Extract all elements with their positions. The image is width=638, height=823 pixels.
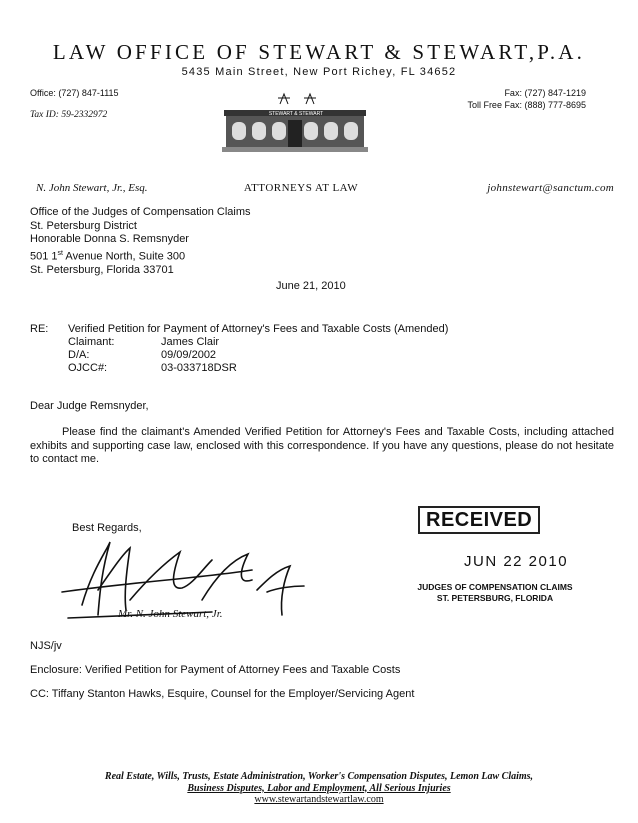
re-claimant-label: Claimant:: [68, 336, 115, 348]
re-label: RE:: [30, 323, 49, 335]
recipient-address: [30, 206, 251, 277]
stamp-line: ST. PETERSBURG, FLORIDA: [436, 593, 554, 603]
street-ordinal: st: [57, 249, 63, 257]
recipient-city: St. Petersburg, Florida 33701: [30, 263, 174, 276]
re-claimant-value: James Clair: [161, 336, 220, 348]
re-da-label: D/A:: [68, 349, 90, 361]
stamp-office: [360, 582, 630, 604]
recipient-line: Honorable Donna S. Remsnyder: [30, 233, 189, 245]
footer-line: Real Estate, Wills, Trusts, Estate Administration, Worker's Compensation Disputes, Lemon Law Claims,: [104, 771, 534, 782]
firm-address: 5435 Main Street, New Port Richey, FL 34652: [181, 66, 457, 78]
office-phone: Office: (727) 847-1115: [30, 88, 119, 98]
cc-line: CC: Tiffany Stanton Hawks, Esquire, Counsel for the Employer/Servicing Agent: [30, 688, 415, 700]
re-ojcc-value: 03-033718DSR: [161, 362, 237, 374]
tax-id: Tax ID: 59-2332972: [30, 110, 108, 120]
firm-title: LAW OFFICE OF STEWART & STEWART,P.A.: [52, 40, 586, 64]
typist-initials: NJS/jv: [30, 640, 62, 652]
attorney-name: N. John Stewart, Jr., Esq.: [36, 182, 148, 194]
street-rest: Avenue North, Suite 300: [62, 250, 186, 263]
recipient-line: Office of the Judges of Compensation Claims: [30, 206, 251, 218]
re-da-value: 09/09/2002: [161, 349, 217, 361]
building-sign-text: STEWART & STEWART: [268, 111, 324, 117]
street-number: 501 1: [30, 250, 58, 263]
enclosure-line: Enclosure: Verified Petition for Payment of Attorney Fees and Taxable Costs: [30, 664, 401, 676]
received-date: JUN 22 2010: [464, 553, 569, 570]
closing: Best Regards,: [72, 522, 142, 534]
footer-website-link[interactable]: www.stewartandstewartlaw.com: [254, 794, 384, 805]
body-paragraph: Please find the claimant's Amended Verified Petition for Attorney's Fees and Taxable Costs, including attached exhibits and supporting case law, enclosed with this correspondence. If you have any questions, please do not hesitate to contact me.: [30, 426, 614, 465]
office-building-logo: [222, 90, 368, 152]
salutation: Dear Judge Remsnyder,: [30, 400, 149, 412]
re-subject: Verified Petition for Payment of Attorney's Fees and Taxable Costs (Amended): [68, 323, 449, 335]
footer-line: Business Disputes, Labor and Employment, All Serious Injuries: [187, 782, 451, 794]
recipient-street: [30, 247, 251, 264]
recipient-line: St. Petersburg District: [30, 219, 137, 232]
stamp-line: JUDGES OF COMPENSATION CLAIMS: [417, 582, 573, 592]
signature-name: Mr. N. John Stewart, Jr.: [118, 608, 223, 620]
toll-free-fax: Toll Free Fax: (888) 777-8695: [467, 100, 586, 110]
attorneys-at-law-label: ATTORNEYS AT LAW: [243, 182, 359, 194]
re-ojcc-label: OJCC#:: [68, 362, 108, 374]
letter-date: June 21, 2010: [276, 280, 346, 292]
received-stamp: RECEIVED: [418, 506, 540, 534]
footer: [0, 771, 638, 806]
attorney-email: johnstewart@sanctum.com: [487, 182, 614, 194]
fax-number: Fax: (727) 847-1219: [504, 88, 586, 98]
